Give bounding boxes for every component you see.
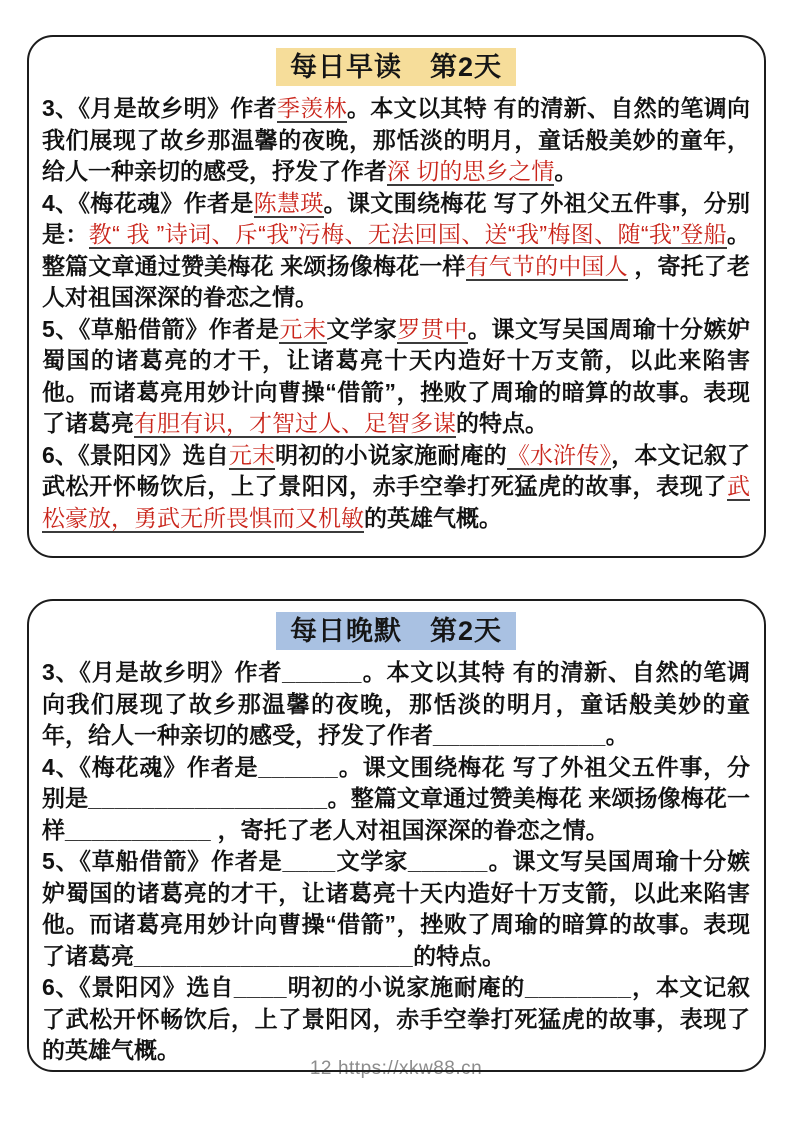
answer-text: 元末 — [228, 441, 276, 468]
question-paragraph — [42, 314, 750, 440]
question-paragraph — [42, 188, 750, 314]
question-paragraph — [42, 657, 750, 752]
evening-card-content — [42, 657, 750, 1067]
question-text: ，本文记叙了武松开怀畅饮后，上了景阳冈，赤手空拳打死猛虎的故事，表现了 — [42, 974, 751, 1032]
question-text: ，寄托了老人对祖国深深的眷恋之情。 — [42, 252, 751, 310]
answer-text: 武松豪放，勇武无所畏惧而又机敏 — [42, 473, 750, 531]
question-paragraph — [42, 93, 750, 188]
question-text: 。课文写吴国周瑜十分嫉妒蜀国的诸葛亮的才干，让诸葛亮十天内造好十万支箭，以此来陷害他。而诸葛亮用妙计向曹操“借箭”，挫败了周瑜的暗算的故事。表现了诸葛亮 — [42, 315, 751, 436]
question-text: 5、《草船借箭》作者是 — [42, 315, 280, 342]
answer-text: 深 切的思乡之情 — [387, 158, 555, 184]
question-text: 明初的小说家施耐庵的 — [275, 441, 507, 468]
question-paragraph — [42, 846, 750, 972]
question-text: 6、《景阳冈》选自 — [42, 974, 234, 1000]
question-text: 3、《月是故乡明》作者 — [42, 95, 277, 121]
morning-card-title: 每日早读 第2天 — [276, 48, 516, 86]
answer-text: 有气节的中国人 — [465, 252, 628, 279]
question-text: 的特点。 — [413, 942, 506, 969]
evening-card-title: 每日晚默 第2天 — [276, 612, 516, 650]
question-text: 。课文写吴国周瑜十分嫉妒蜀国的诸葛亮的才干，让诸葛亮十天内造好十万支箭，以此来陷害他。而诸葛亮用妙计向曹操“借箭”，挫败了周瑜的暗算的故事。表现了诸葛亮 — [42, 848, 751, 969]
question-text: ，寄托了老人对祖国深深的眷恋之情。 — [211, 816, 609, 843]
fill-in-blank: ____ — [282, 848, 336, 874]
question-text: 的英雄气概。 — [42, 1037, 180, 1063]
question-text: 4、《梅花魂》作者是 — [42, 753, 259, 780]
fill-in-blank: ____ — [233, 974, 288, 1000]
morning-card-content — [42, 93, 750, 534]
question-text: 。本文以其特 有的清新、自然的笔调向我们展现了故乡那温馨的夜晚，那恬淡的明月，童话般美妙的童年，给人一种亲切的感受，抒发了作者 — [42, 95, 750, 184]
question-paragraph — [42, 440, 750, 535]
question-text: 。 — [605, 722, 629, 748]
question-text: 。整篇文章通过赞美梅花 来颂扬像梅花一样 — [42, 785, 751, 843]
morning-reading-card — [27, 35, 766, 558]
question-text: 。 — [554, 158, 578, 184]
page-number: 12 — [309, 1058, 332, 1079]
question-paragraph — [42, 752, 750, 847]
answer-text: 《水浒传》 — [506, 441, 612, 468]
fill-in-blank: ___________ — [65, 816, 212, 843]
question-text: 的特点。 — [456, 410, 548, 436]
fill-in-blank: ______ — [258, 753, 339, 780]
answer-text: 季羡林 — [276, 95, 347, 121]
question-paragraph — [42, 972, 750, 1067]
question-text: 3、《月是故乡明》作者 — [42, 659, 283, 685]
question-text: 文学家 — [335, 848, 409, 874]
fill-in-blank: _____________________ — [134, 942, 414, 969]
answer-text: 陈慧瑛 — [253, 189, 324, 216]
answer-text: 有胆有识，才智过人、足智多谋 — [134, 410, 456, 436]
answer-text: 元末 — [279, 315, 327, 342]
answer-text: 教“ 我 ”诗词、斥“我”污梅、无法回国、送“我”梅图、随“我”登船 — [88, 221, 728, 247]
question-text: 。课文围绕梅花 写了外祖父五件事，分别是： — [42, 189, 751, 247]
watermark-url: https://xkw88.cn — [337, 1058, 483, 1079]
question-text: ，本文记叙了武松开怀畅饮后，上了景阳冈，赤手空拳打死猛虎的故事，表现了 — [42, 441, 751, 499]
fill-in-blank: _____________ — [433, 722, 606, 748]
fill-in-blank: __________________ — [88, 785, 328, 811]
fill-in-blank: ______ — [408, 848, 488, 874]
question-text: 文学家 — [326, 315, 398, 342]
question-text: 。课文围绕梅花 写了外祖父五件事，分别是 — [42, 753, 751, 811]
question-text: 的英雄气概。 — [364, 504, 502, 531]
question-text: 5、《草船借箭》作者是 — [42, 848, 283, 874]
evening-recitation-card — [27, 599, 766, 1072]
question-text: 。整篇文章通过赞美梅花 来颂扬像梅花一样 — [42, 221, 751, 279]
fill-in-blank: ______ — [282, 659, 362, 685]
fill-in-blank: ________ — [525, 974, 632, 1000]
question-text: 4、《梅花魂》作者是 — [42, 189, 254, 216]
question-text: 。本文以其特 有的清新、自然的笔调向我们展现了故乡那温馨的夜晚，那恬淡的明月，童话般美妙的童年，给人一种亲切的感受，抒发了作者 — [42, 659, 750, 748]
question-text: 6、《景阳冈》选自 — [42, 441, 229, 468]
question-text: 明初的小说家施耐庵的 — [287, 974, 526, 1000]
answer-text: 罗贯中 — [397, 315, 468, 342]
